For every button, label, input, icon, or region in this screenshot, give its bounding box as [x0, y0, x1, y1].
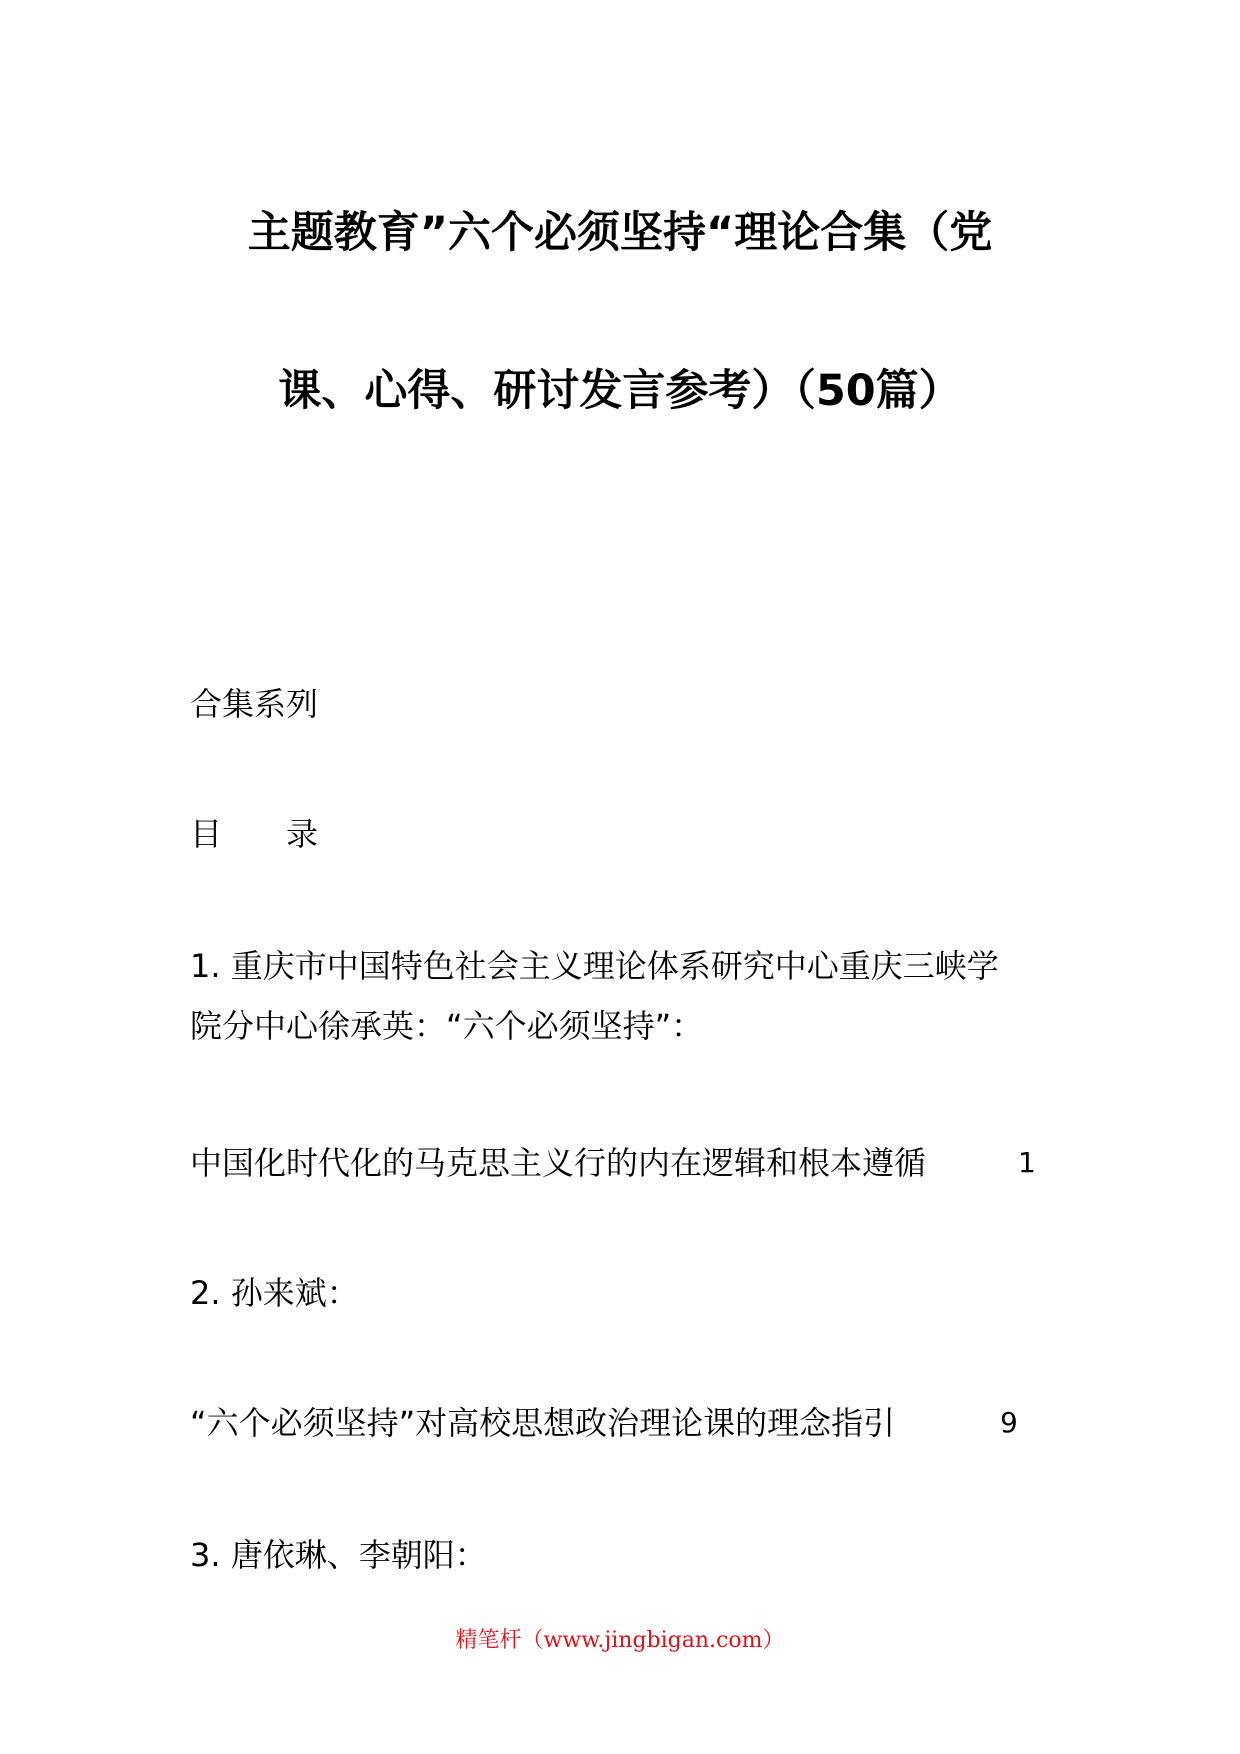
toc-entry-2-page-number: 9 — [1000, 1406, 1018, 1439]
toc-heading — [190, 814, 318, 854]
series-label: 合集系列 — [190, 685, 319, 723]
document-title-line-2: 课、心得、研讨发言参考）（50篇） — [278, 366, 962, 416]
toc-heading-char-1: 目 — [190, 815, 223, 853]
toc-entry-1-line-1: 1. 重庆市中国特色社会主义理论体系研究中心重庆三峡学 — [190, 947, 999, 985]
toc-entry-2-line-2: “六个必须坚持”对高校思想政治理论课的理念指引 — [190, 1404, 896, 1442]
footer-watermark: 精笔杆（www.jingbigan.com） — [455, 1628, 785, 1653]
toc-entry-1-line-2: 院分中心徐承英：“六个必须坚持”： — [190, 1007, 704, 1045]
document-title-line-1: 主题教育”六个必须坚持“理论合集（党 — [247, 208, 993, 258]
toc-entry-1-line-3: 中国化时代化的马克思主义行的内在逻辑和根本遵循 — [190, 1144, 927, 1182]
toc-entry-3-line-1: 3. 唐依琳、李朝阳： — [190, 1536, 487, 1574]
toc-heading-char-2: 录 — [286, 815, 319, 853]
toc-entry-1-page-number: 1 — [1018, 1146, 1036, 1179]
toc-entry-2-line-1: 2. 孙来斌： — [190, 1274, 359, 1312]
